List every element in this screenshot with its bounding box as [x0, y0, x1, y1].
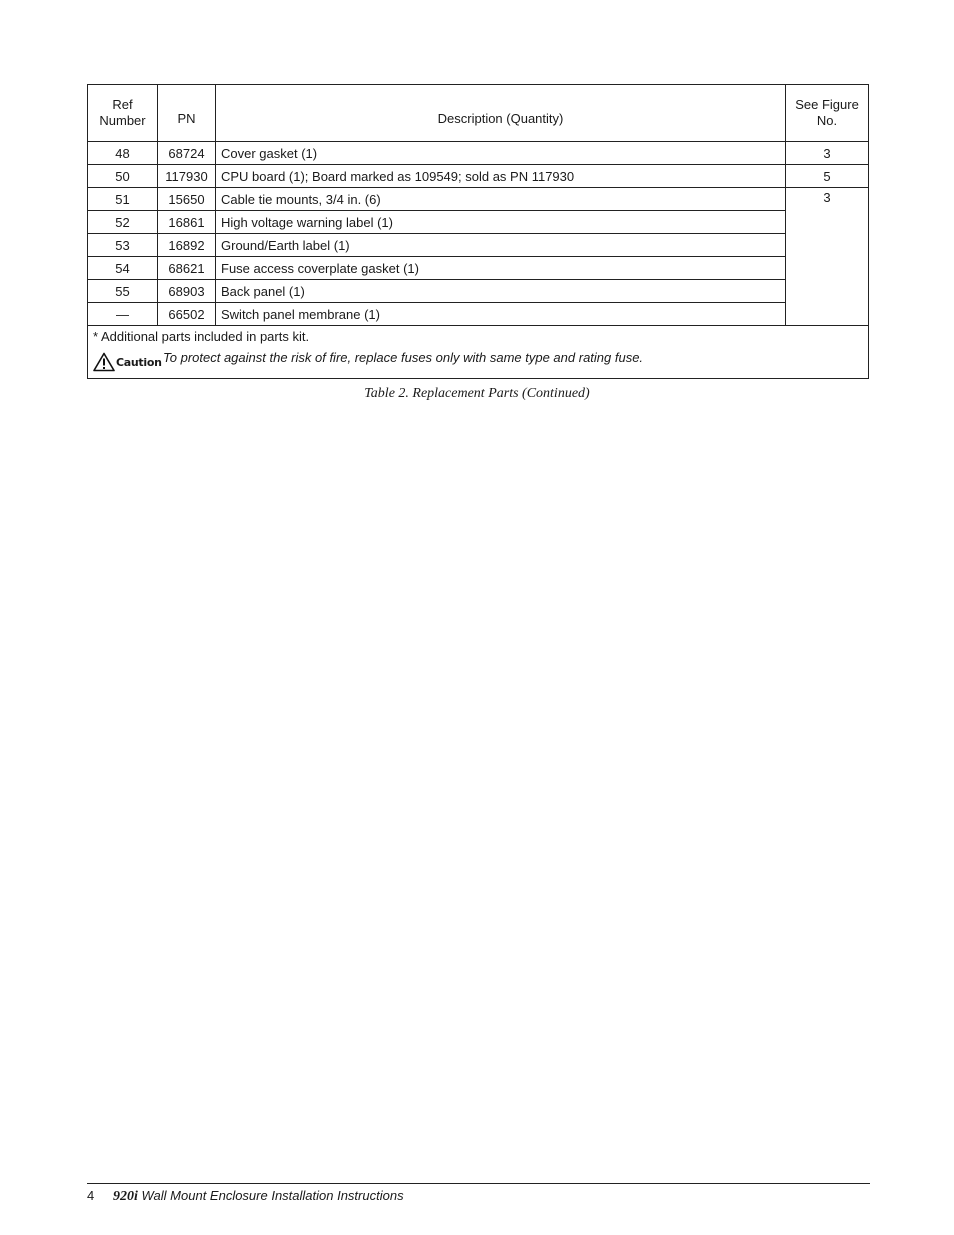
cell-description: CPU board (1); Board marked as 109549; sold as PN 117930: [216, 165, 786, 188]
caution-badge: [93, 352, 163, 372]
replacement-parts-table: [87, 84, 869, 379]
cell-ref: 51: [88, 188, 158, 211]
table-footer-row: [88, 326, 869, 379]
cell-figure: 3: [786, 188, 869, 326]
table-row: [88, 188, 869, 211]
table-row: [88, 142, 869, 165]
caution-text: To protect against the risk of fire, replace fuses only with same type and rating fuse.: [163, 350, 644, 365]
footnote: * Additional parts included in parts kit.: [93, 329, 310, 344]
cell-ref: 52: [88, 211, 158, 234]
header-pn: PN: [158, 85, 216, 142]
table-row: [88, 303, 869, 326]
cell-description: Cable tie mounts, 3/4 in. (6): [216, 188, 786, 211]
cell-pn: 15650: [158, 188, 216, 211]
table-caption: Table 2. Replacement Parts (Continued): [364, 386, 590, 401]
cell-ref: 55: [88, 280, 158, 303]
cell-pn: 68621: [158, 257, 216, 280]
cell-ref: 48: [88, 142, 158, 165]
cell-ref: 54: [88, 257, 158, 280]
table-row: [88, 165, 869, 188]
cell-pn: 68903: [158, 280, 216, 303]
page-number: 4: [87, 1188, 95, 1203]
page-footer: [87, 1183, 870, 1205]
product-name: 920i: [113, 1189, 138, 1204]
cell-description: Fuse access coverplate gasket (1): [216, 257, 786, 280]
cell-description: Switch panel membrane (1): [216, 303, 786, 326]
cell-pn: 117930: [158, 165, 216, 188]
caution-notice: [93, 350, 863, 372]
cell-description: Cover gasket (1): [216, 142, 786, 165]
header-ref-number: Ref Number: [88, 85, 158, 142]
cell-description: High voltage warning label (1): [216, 211, 786, 234]
caution-label: Caution: [116, 355, 162, 369]
warning-triangle-icon: [93, 352, 115, 372]
header-see-figure: See Figure No.: [786, 85, 869, 142]
cell-pn: 66502: [158, 303, 216, 326]
table-header-row: [88, 85, 869, 142]
cell-figure: 5: [786, 165, 869, 188]
cell-pn: 16861: [158, 211, 216, 234]
cell-pn: 68724: [158, 142, 216, 165]
table-row: [88, 234, 869, 257]
cell-ref: 53: [88, 234, 158, 257]
table-row: [88, 257, 869, 280]
document-title: Wall Mount Enclosure Installation Instructions: [141, 1188, 404, 1203]
header-description: Description (Quantity): [216, 85, 786, 142]
cell-description: Ground/Earth label (1): [216, 234, 786, 257]
cell-ref: 50: [88, 165, 158, 188]
table-row: [88, 280, 869, 303]
table-footer: [88, 326, 869, 379]
cell-ref: —: [88, 303, 158, 326]
cell-description: Back panel (1): [216, 280, 786, 303]
cell-pn: 16892: [158, 234, 216, 257]
cell-figure: 3: [786, 142, 869, 165]
table-row: [88, 211, 869, 234]
